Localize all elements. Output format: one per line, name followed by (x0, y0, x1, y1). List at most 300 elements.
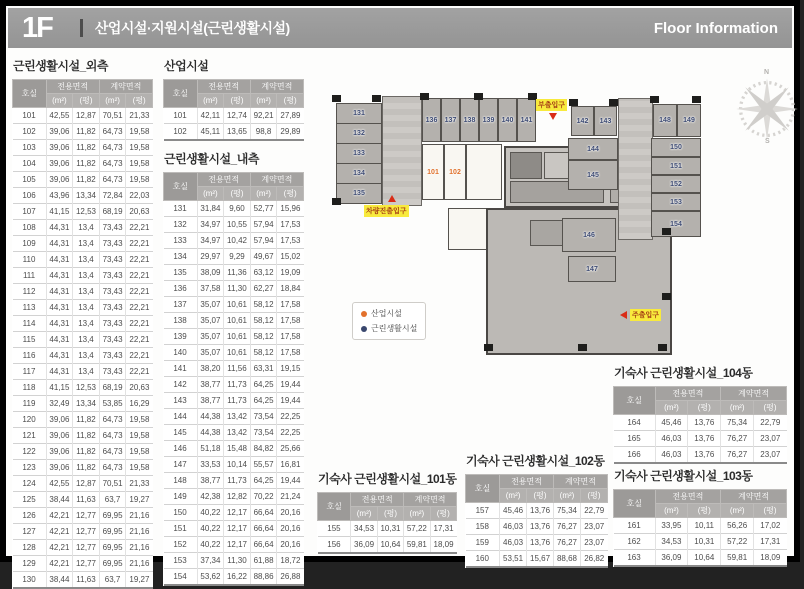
table-cell: 29,89 (277, 124, 304, 141)
table-cell: 22,03 (126, 188, 153, 204)
table-cell: 160 (466, 551, 500, 568)
table-cell: 103 (13, 140, 47, 156)
table-row (13, 508, 153, 524)
table-cell: 23,07 (580, 535, 607, 551)
table-cell: 44,31 (46, 252, 73, 268)
table-cell: 23,07 (754, 447, 787, 464)
table-cell: 38,77 (197, 393, 224, 409)
table-cell: 11,30 (224, 553, 251, 569)
legend-label: 산업시설 (371, 309, 402, 318)
table-cell: 154 (164, 569, 198, 586)
plan-room-135: 135 (336, 183, 382, 204)
table-cell: 44,38 (197, 425, 224, 441)
table-cell: 63,7 (99, 572, 126, 589)
table-cell: 22,21 (126, 284, 153, 300)
table-cell: 161 (614, 518, 656, 534)
table-cell: 62,27 (250, 281, 277, 297)
table-row (164, 281, 304, 297)
table-cell: 73,43 (99, 236, 126, 252)
table-cell: 13,76 (527, 503, 554, 519)
table-cell: 22,25 (277, 409, 304, 425)
col-header-exclusive: 전용면적 (351, 493, 404, 507)
table-cell: 11,82 (73, 140, 100, 156)
table-cell: 19,44 (277, 393, 304, 409)
table-row (13, 348, 153, 364)
table-cell: 101 (13, 108, 47, 124)
col-header-pyeong: (평) (73, 94, 100, 108)
table-cell: 10,64 (688, 550, 721, 567)
col-header-m2: (m²) (250, 94, 277, 108)
legend-item-industrial (361, 308, 417, 319)
table-cell: 104 (13, 156, 47, 172)
table-cell: 26,88 (277, 569, 304, 586)
table-cell: 11,82 (73, 428, 100, 444)
table-cell: 19,58 (126, 124, 153, 140)
table-cell: 35,07 (197, 297, 224, 313)
table-cell: 19,09 (277, 265, 304, 281)
table-cell: 73,43 (99, 300, 126, 316)
col-header-m2: (m²) (554, 489, 581, 503)
table-cell: 39,06 (46, 140, 73, 156)
table-cell: 164 (614, 415, 656, 431)
table-row (13, 236, 153, 252)
plan-room-133: 133 (336, 143, 382, 164)
table-row (164, 409, 304, 425)
table-row (466, 519, 608, 535)
table-cell: 44,31 (46, 300, 73, 316)
table-cell: 106 (13, 188, 47, 204)
area-table (12, 79, 153, 589)
table-cell: 44,31 (46, 332, 73, 348)
table-cell: 155 (318, 521, 351, 537)
plan-room-139: 139 (479, 98, 498, 142)
table-cell: 64,73 (99, 412, 126, 428)
plan-room-143: 143 (594, 106, 617, 136)
plan-room-101: 101 (422, 144, 444, 200)
table-title: 기숙사 근린생활시설_102동 (466, 454, 605, 468)
table-cell: 22,21 (126, 236, 153, 252)
table-cell: 10,31 (377, 521, 403, 537)
table-cell: 42,21 (46, 524, 73, 540)
table-cell: 19,44 (277, 473, 304, 489)
table-cell: 64,25 (250, 393, 277, 409)
table-row (164, 233, 304, 249)
table-cell: 13,76 (527, 535, 554, 551)
wall-segment (692, 96, 701, 103)
table-cell: 20,16 (277, 521, 304, 537)
wall-segment (420, 93, 429, 100)
table-cell: 10,61 (224, 297, 251, 313)
col-header-room: 호실 (466, 475, 500, 503)
table-row (13, 332, 153, 348)
table-row (13, 188, 153, 204)
col-header-pyeong: (평) (754, 504, 787, 518)
table-cell: 11,82 (73, 412, 100, 428)
table-cell: 145 (164, 425, 198, 441)
table-cell: 64,73 (99, 428, 126, 444)
table-cell: 17,31 (430, 521, 456, 537)
table-cell: 42,11 (197, 108, 224, 124)
table-cell: 10,42 (224, 233, 251, 249)
table-cell: 73,43 (99, 252, 126, 268)
table-cell: 10,61 (224, 329, 251, 345)
table-cell: 64,25 (250, 377, 277, 393)
table-row (466, 535, 608, 551)
table-cell: 45,46 (500, 503, 527, 519)
table-cell: 12,17 (224, 521, 251, 537)
table-cell: 59,81 (721, 550, 754, 567)
table-row (164, 124, 304, 141)
table-cell: 13,76 (688, 447, 721, 464)
table-cell: 45,11 (197, 124, 224, 141)
neighborhood-dot-icon (361, 326, 367, 332)
table-cell: 34,97 (197, 217, 224, 233)
table-cell: 21,33 (126, 108, 153, 124)
col-header-pyeong: (평) (277, 187, 304, 201)
table-cell: 152 (164, 537, 198, 553)
table-cell: 102 (13, 124, 47, 140)
table-cell: 73,43 (99, 220, 126, 236)
table-cell: 63,31 (250, 361, 277, 377)
table-cell: 13,76 (527, 519, 554, 535)
table-cell: 33,53 (197, 457, 224, 473)
table-cell: 128 (13, 540, 47, 556)
table-cell: 22,21 (126, 348, 153, 364)
table-cell: 61,88 (250, 553, 277, 569)
table-row (13, 572, 153, 589)
table-cell: 20,16 (277, 505, 304, 521)
table-cell: 69,95 (99, 556, 126, 572)
plan-room-131: 131 (336, 103, 382, 124)
table-cell: 11,82 (73, 124, 100, 140)
table-cell: 64,73 (99, 444, 126, 460)
paper-background (6, 6, 794, 584)
table-cell: 45,46 (655, 415, 688, 431)
table-cell: 13,4 (73, 348, 100, 364)
table-cell: 36,09 (351, 537, 377, 554)
page-header (8, 8, 792, 48)
table-row (164, 297, 304, 313)
table-cell: 148 (164, 473, 198, 489)
table-cell: 107 (13, 204, 47, 220)
compass-south-label: S (765, 138, 770, 145)
table-cell: 33,95 (655, 518, 688, 534)
table-cell: 59,81 (404, 537, 430, 554)
col-header-room: 호실 (318, 493, 351, 521)
legend-item-neighborhood (361, 323, 417, 334)
table-cell: 42,21 (46, 556, 73, 572)
table-row (13, 140, 153, 156)
table-cell: 39,06 (46, 460, 73, 476)
col-header-room: 호실 (614, 387, 656, 415)
table-cell: 38,09 (197, 265, 224, 281)
table-cell: 42,55 (46, 476, 73, 492)
table-cell: 73,43 (99, 268, 126, 284)
table-cell: 105 (13, 172, 47, 188)
table-cell: 111 (13, 268, 47, 284)
table-cell: 46,03 (655, 447, 688, 464)
table-cell: 13,42 (224, 409, 251, 425)
table-row (164, 521, 304, 537)
table-row (13, 556, 153, 572)
table-cell: 117 (13, 364, 47, 380)
col-header-contract: 계약면적 (250, 80, 303, 94)
table-cell: 41,15 (46, 204, 73, 220)
table-row (13, 172, 153, 188)
table-cell: 16,81 (277, 457, 304, 473)
table-row (164, 569, 304, 586)
main-entrance-label: 주출입구 (630, 309, 661, 321)
table-cell: 22,21 (126, 300, 153, 316)
table-cell: 19,58 (126, 156, 153, 172)
table-cell: 16,29 (126, 396, 153, 412)
table-cell: 66,64 (250, 505, 277, 521)
wall-segment (662, 228, 671, 235)
table-cell: 53,62 (197, 569, 224, 586)
table-row (13, 476, 153, 492)
table-cell: 34,53 (351, 521, 377, 537)
table-cell: 114 (13, 316, 47, 332)
table-cell: 125 (13, 492, 47, 508)
col-header-contract: 계약면적 (721, 490, 787, 504)
table-cell: 92,21 (250, 108, 277, 124)
table-cell: 22,21 (126, 364, 153, 380)
table-cell: 44,31 (46, 364, 73, 380)
table-cell: 22,21 (126, 316, 153, 332)
table-cell: 57,94 (250, 217, 277, 233)
table-cell: 38,77 (197, 473, 224, 489)
table-cell: 112 (13, 284, 47, 300)
col-header-m2: (m²) (197, 94, 224, 108)
table-cell: 11,30 (224, 281, 251, 297)
plan-room-149: 149 (677, 104, 701, 137)
table-cell: 70,22 (250, 489, 277, 505)
page-title: 산업시설·지원시설(근린생활시설) (94, 20, 290, 36)
table-cell: 68,19 (99, 204, 126, 220)
col-header-room: 호실 (164, 80, 198, 108)
table-cell: 140 (164, 345, 198, 361)
table-title: 근린생활시설_외측 (13, 59, 108, 73)
table-row (13, 204, 153, 220)
col-header-m2: (m²) (99, 94, 126, 108)
table-row (13, 444, 153, 460)
table-cell: 39,06 (46, 412, 73, 428)
table-cell: 64,73 (99, 460, 126, 476)
table-cell: 44,31 (46, 268, 73, 284)
table-cell: 58,12 (250, 345, 277, 361)
table-cell: 17,58 (277, 329, 304, 345)
table-cell: 11,82 (73, 444, 100, 460)
table-cell: 73,43 (99, 284, 126, 300)
table-row (318, 537, 457, 554)
table-cell: 16,22 (224, 569, 251, 586)
table-cell: 10,11 (688, 518, 721, 534)
wall-segment (332, 198, 341, 205)
table-cell: 69,95 (99, 524, 126, 540)
table-row (614, 518, 787, 534)
table-cell: 13,76 (688, 431, 721, 447)
table-cell: 13,4 (73, 252, 100, 268)
table-cell: 73,43 (99, 332, 126, 348)
plan-room-148: 148 (653, 104, 677, 137)
table-cell: 22,79 (754, 415, 787, 431)
table-cell: 37,34 (197, 553, 224, 569)
col-header-room: 호실 (13, 80, 47, 108)
col-header-pyeong: (평) (224, 94, 251, 108)
table-inner (163, 150, 304, 586)
table-cell: 38,77 (197, 377, 224, 393)
table-cell: 110 (13, 252, 47, 268)
table-cell: 42,38 (197, 489, 224, 505)
col-header-pyeong: (평) (430, 507, 456, 521)
table-cell: 11,56 (224, 361, 251, 377)
table-cell: 13,34 (73, 396, 100, 412)
col-header-m2: (m²) (500, 489, 527, 503)
table-cell: 19,58 (126, 412, 153, 428)
table-cell: 58,12 (250, 329, 277, 345)
table-cell: 12,53 (73, 380, 100, 396)
table-cell: 66,64 (250, 537, 277, 553)
wall-segment (474, 93, 483, 100)
table-cell: 73,43 (99, 364, 126, 380)
area-table (613, 489, 787, 567)
table-cell: 26,82 (580, 551, 607, 568)
corridor-right (618, 98, 653, 240)
table-cell: 12,77 (73, 508, 100, 524)
table-cell: 22,25 (277, 425, 304, 441)
table-row (164, 473, 304, 489)
table-cell: 15,96 (277, 201, 304, 217)
table-cell: 13,65 (224, 124, 251, 141)
table-cell: 18,09 (430, 537, 456, 554)
table-cell: 13,4 (73, 284, 100, 300)
table-cell: 41,15 (46, 380, 73, 396)
table-cell: 150 (164, 505, 198, 521)
entrance-arrow-down-icon (549, 113, 557, 120)
table-row (466, 503, 608, 519)
table-row (13, 124, 153, 140)
table-dorm103 (613, 467, 787, 567)
table-cell: 10,64 (377, 537, 403, 554)
col-header-m2: (m²) (197, 187, 224, 201)
table-cell: 72,84 (99, 188, 126, 204)
table-cell: 13,34 (73, 188, 100, 204)
table-row (13, 460, 153, 476)
table-cell: 19,27 (126, 572, 153, 589)
col-header-exclusive: 전용면적 (197, 173, 250, 187)
table-cell: 138 (164, 313, 198, 329)
plan-room-140: 140 (498, 98, 517, 142)
table-cell: 127 (13, 524, 47, 540)
table-row (13, 412, 153, 428)
table-cell: 39,06 (46, 444, 73, 460)
col-header-contract: 계약면적 (250, 173, 303, 187)
table-outer (12, 57, 153, 589)
table-cell: 12,87 (73, 108, 100, 124)
plan-room-142: 142 (571, 106, 594, 136)
table-cell: 129 (13, 556, 47, 572)
compass-rose (734, 69, 800, 150)
table-cell: 22,21 (126, 332, 153, 348)
table-cell: 157 (466, 503, 500, 519)
table-cell: 19,58 (126, 140, 153, 156)
table-row (164, 265, 304, 281)
table-cell: 58,12 (250, 297, 277, 313)
plan-room-145: 145 (568, 160, 618, 190)
table-cell: 22,21 (126, 252, 153, 268)
table-cell: 10,61 (224, 345, 251, 361)
table-cell: 43,96 (46, 188, 73, 204)
table-cell: 13,4 (73, 268, 100, 284)
table-cell: 64,73 (99, 124, 126, 140)
table-cell: 166 (614, 447, 656, 464)
wall-segment (578, 344, 587, 351)
table-cell: 49,67 (250, 249, 277, 265)
table-cell: 10,14 (224, 457, 251, 473)
table-cell: 10,31 (688, 534, 721, 550)
table-row (164, 489, 304, 505)
table-cell: 21,16 (126, 540, 153, 556)
table-cell: 22,79 (580, 503, 607, 519)
table-cell: 102 (164, 124, 198, 141)
table-title: 산업시설 (164, 59, 209, 73)
table-cell: 73,54 (250, 409, 277, 425)
table-cell: 10,55 (224, 217, 251, 233)
table-cell: 17,58 (277, 313, 304, 329)
col-header-pyeong: (평) (527, 489, 554, 503)
table-cell: 58,12 (250, 313, 277, 329)
plan-room-136: 136 (422, 98, 441, 142)
table-cell: 21,33 (126, 476, 153, 492)
table-cell: 119 (13, 396, 47, 412)
table-cell: 13,4 (73, 364, 100, 380)
plan-support-room (466, 144, 502, 200)
col-header-pyeong: (평) (224, 187, 251, 201)
table-cell: 11,82 (73, 172, 100, 188)
table-cell: 44,31 (46, 348, 73, 364)
table-row (164, 313, 304, 329)
table-cell: 13,4 (73, 300, 100, 316)
table-cell: 123 (13, 460, 47, 476)
table-cell: 101 (164, 108, 198, 124)
table-cell: 147 (164, 457, 198, 473)
table-cell: 146 (164, 441, 198, 457)
table-dorm102 (465, 452, 608, 568)
table-cell: 17,53 (277, 233, 304, 249)
table-cell: 143 (164, 393, 198, 409)
table-cell: 21,16 (126, 556, 153, 572)
table-row (164, 108, 304, 124)
col-header-pyeong: (평) (754, 401, 787, 415)
col-header-exclusive: 전용면적 (46, 80, 99, 94)
table-cell: 18,09 (754, 550, 787, 567)
table-cell: 55,57 (250, 457, 277, 473)
col-header-contract: 계약면적 (554, 475, 608, 489)
vehicle-entrance-label: 차량진출입구 (364, 205, 409, 217)
table-cell: 116 (13, 348, 47, 364)
col-header-m2: (m²) (46, 94, 73, 108)
table-cell: 35,07 (197, 313, 224, 329)
table-cell: 13,76 (688, 415, 721, 431)
table-cell: 141 (164, 361, 198, 377)
table-row (13, 156, 153, 172)
table-cell: 21,16 (126, 524, 153, 540)
col-header-room: 호실 (164, 173, 198, 201)
table-cell: 36,09 (655, 550, 688, 567)
table-industrial (163, 57, 304, 141)
table-cell: 23,07 (754, 431, 787, 447)
header-subtitle: Floor Information (653, 19, 778, 37)
